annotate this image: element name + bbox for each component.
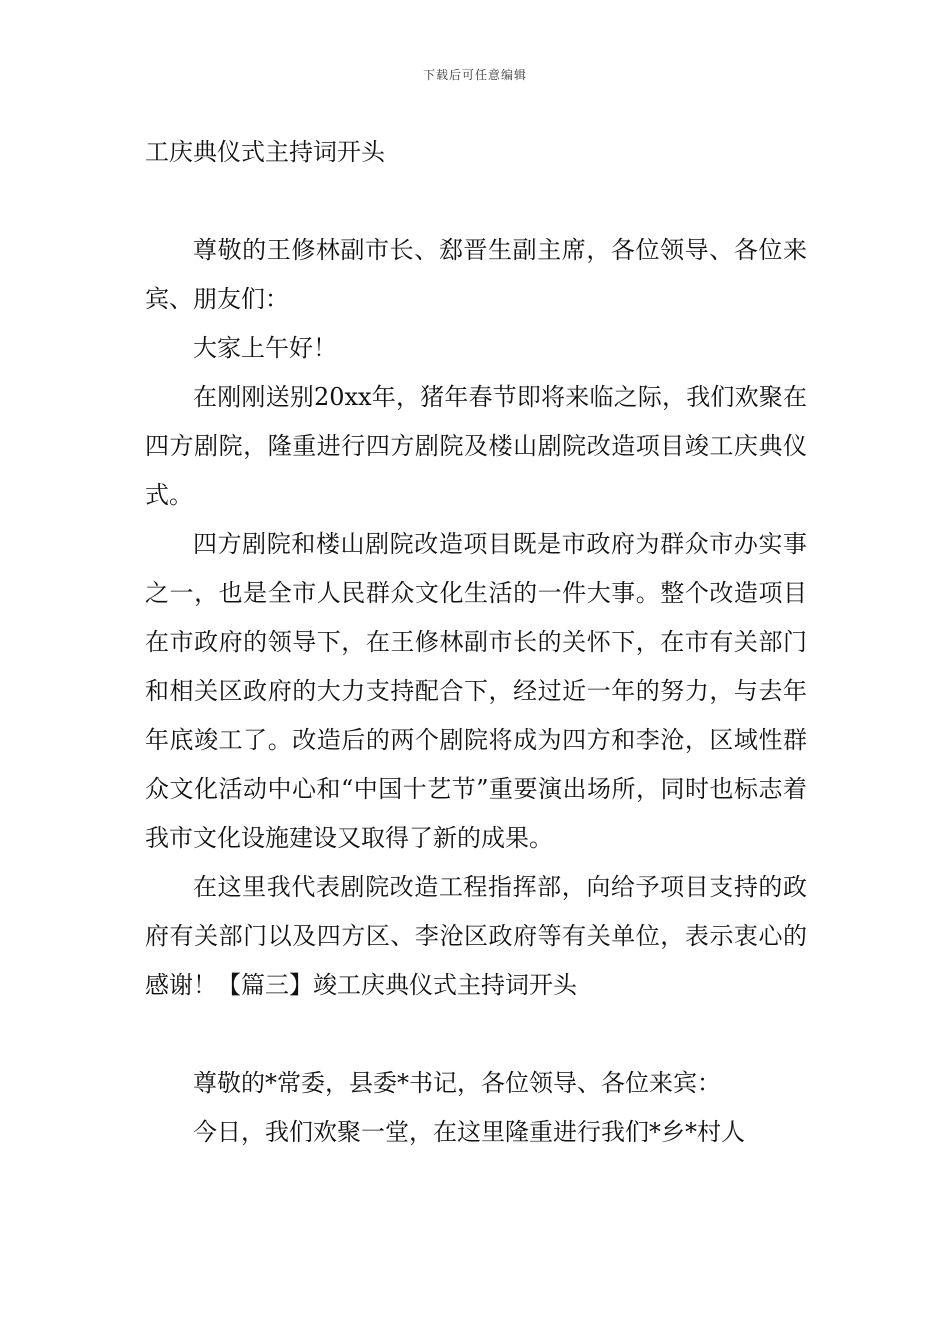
paragraph: 今日，我们欢聚一堂，在这里隆重进行我们*乡*村人 (193, 1118, 745, 1146)
paragraph: 在这里我代表剧院改造工程指挥部，向给予项目支持的政府有关部门以及四方区、李沧区政府等有关单位，表示衷心的感谢！【篇三】竣工庆典仪式主持词开头 (145, 873, 807, 999)
document-title: 工庆典仪式主持词开头 (145, 138, 385, 166)
paragraph: 尊敬的*常委，县委*书记，各位领导、各位来宾： (193, 1069, 721, 1097)
paragraph: 大家上午好！ (193, 334, 337, 362)
page-header-note: 下载后可任意编辑 (422, 68, 527, 82)
paragraph: 在刚刚送别20xx年，猪年春节即将来临之际，我们欢聚在四方剧院，隆重进行四方剧院及楼山剧院改造项目竣工庆典仪式。 (145, 383, 807, 509)
document-body (145, 128, 807, 1157)
paragraph: 四方剧院和楼山剧院改造项目既是市政府为群众市办实事之一，也是全市人民群众文化生活的一件大事。整个改造项目在市政府的领导下，在王修林副市长的关怀下，在市有关部门和相关区政府的大力支持配合下，经过近一年的努力，与去年年底竣工了。改造后的两个剧院将成为四方和李沧，区域性群众文化活动中心和“中国十艺节”重要演出场所，同时也标志着我市文化设施建设又取得了新的成果。 (145, 530, 807, 852)
paragraph: 尊敬的王修林副市长、郄晋生副主席，各位领导、各位来宾、朋友们： (145, 236, 807, 313)
